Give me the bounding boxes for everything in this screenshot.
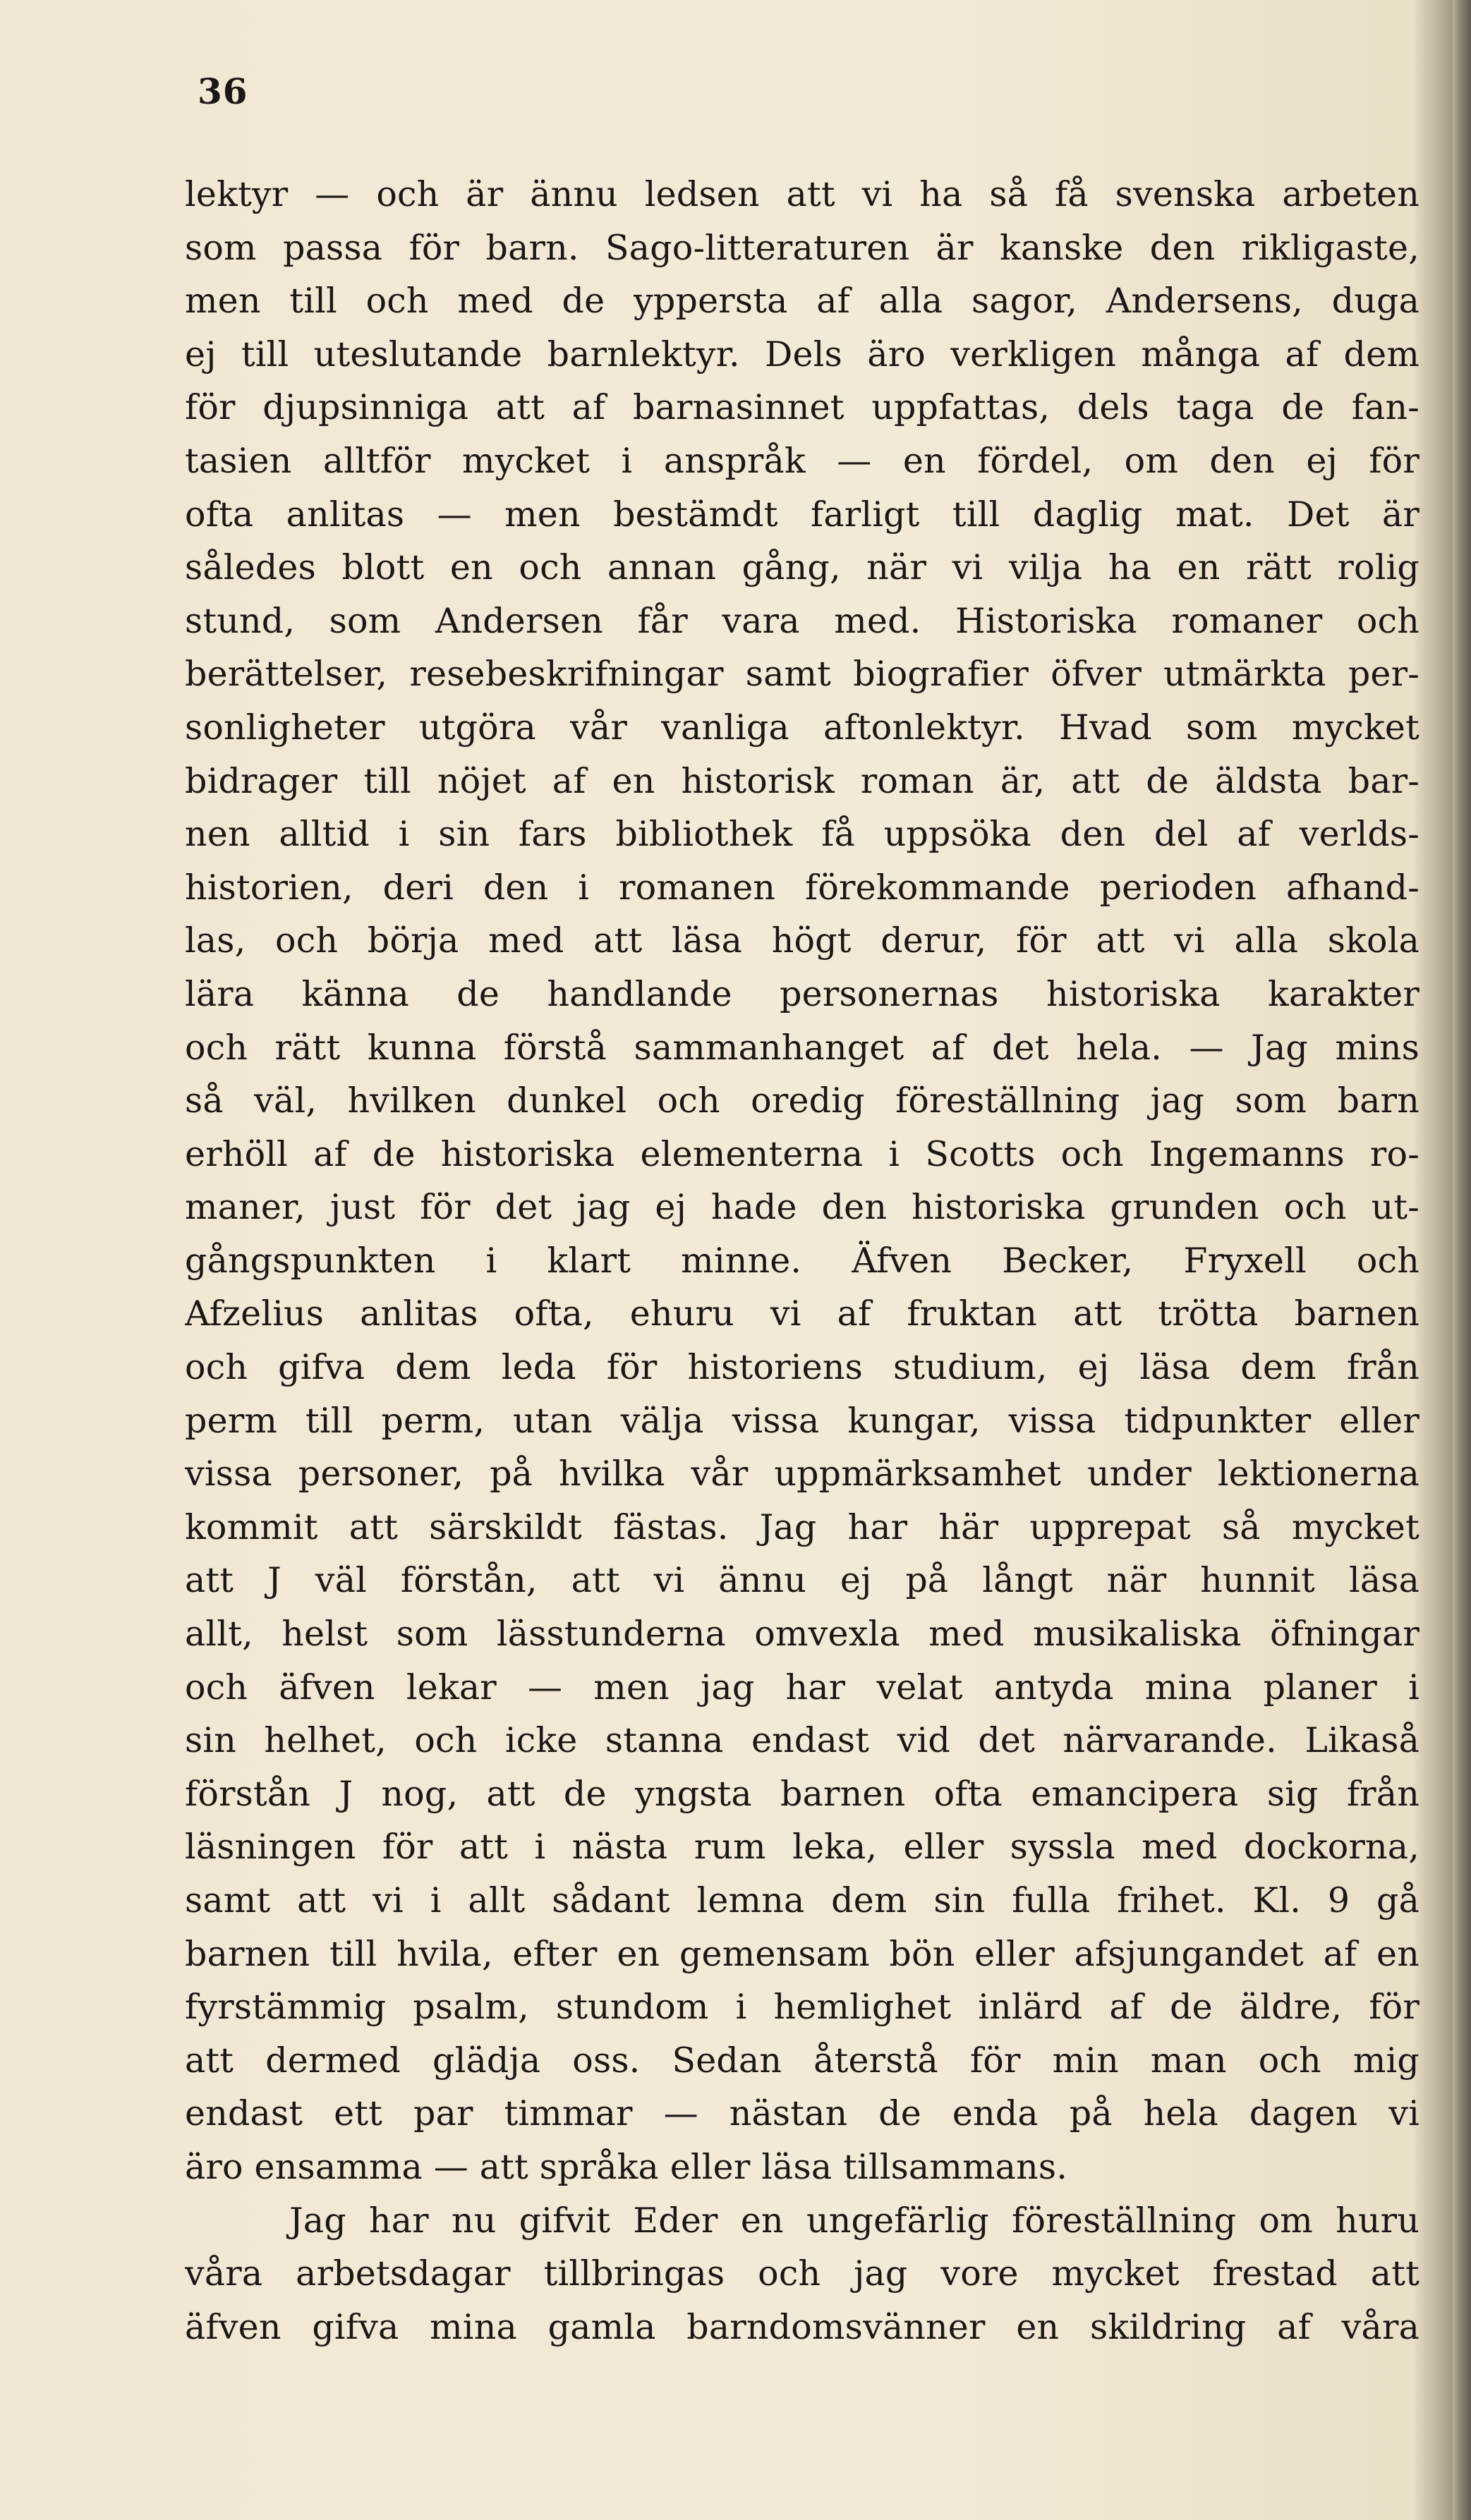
text-line: sonligheter utgöra vår vanliga aftonlektyr. Hvad som mycket: [185, 707, 1419, 748]
text-line: allt, helst som lässtunderna omvexla med musikaliska öfningar: [185, 1614, 1419, 1655]
text-line: således blott en och annan gång, när vi vilja ha en rätt rolig: [185, 547, 1419, 588]
text-line: tasien alltför mycket i anspråk — en fördel, om den ej för: [185, 440, 1419, 481]
text-line: läsningen för att i nästa rum leka, eller syssla med dockorna,: [185, 1827, 1419, 1868]
text-line-paragraph-end: äro ensamma — att språka eller läsa tillsammans.: [185, 2146, 1067, 2187]
text-line: historien, deri den i romanen förekommande perioden afhand-: [185, 867, 1419, 908]
text-line: gångspunkten i klart minne. Äfven Becker, Fryxell och: [185, 1240, 1419, 1281]
page-number: 36: [198, 71, 248, 112]
text-line: barnen till hvila, efter en gemensam bön eller afsjungandet af en: [185, 1933, 1419, 1974]
text-line: berättelser, resebeskrifningar samt biografier öfver utmärkta per-: [185, 654, 1419, 695]
text-line: kommit att särskildt fästas. Jag har här upprepat så mycket: [185, 1506, 1419, 1547]
page-edge-shadow: [1453, 0, 1471, 2520]
text-line: lära känna de handlande personernas historiska karakter: [185, 973, 1419, 1014]
text-line: att dermed glädja oss. Sedan återstå för min man och mig: [185, 2040, 1419, 2081]
body-text: [185, 168, 1419, 2354]
text-line: stund, som Andersen får vara med. Historiska romaner och: [185, 600, 1419, 641]
text-line: perm till perm, utan välja vissa kungar, vissa tidpunkter eller: [185, 1400, 1419, 1441]
text-line: maner, just för det jag ej hade den historiska grunden och ut-: [185, 1187, 1419, 1228]
text-line: Afzelius anlitas ofta, ehuru vi af fruktan att trötta barnen: [185, 1294, 1419, 1334]
text-line: ofta anlitas — men bestämdt farligt till daglig mat. Det är: [185, 494, 1419, 535]
text-line: och äfven lekar — men jag har velat antyda mina planer i: [185, 1667, 1419, 1708]
text-line: nen alltid i sin fars bibliothek få uppsöka den del af verlds-: [185, 814, 1419, 855]
text-line: och rätt kunna förstå sammanhanget af det hela. — Jag mins: [185, 1027, 1419, 1068]
text-line: las, och börja med att läsa högt derur, för att vi alla skola: [185, 920, 1419, 961]
text-line: att J väl förstån, att vi ännu ej på långt när hunnit läsa: [185, 1560, 1419, 1601]
text-line: endast ett par timmar — nästan de enda på hela dagen vi: [185, 2093, 1419, 2134]
text-line: vissa personer, på hvilka vår uppmärksamhet under lektionerna: [185, 1454, 1419, 1495]
text-line: ej till uteslutande barnlektyr. Dels äro verkligen många af dem: [185, 334, 1419, 375]
text-line: äfven gifva mina gamla barndomsvänner en skildring af våra: [185, 2306, 1419, 2347]
text-line: erhöll af de historiska elementerna i Scotts och Ingemanns ro-: [185, 1133, 1419, 1174]
text-line: samt att vi i allt sådant lemna dem sin fulla frihet. Kl. 9 gå: [185, 1880, 1419, 1921]
text-line: så väl, hvilken dunkel och oredig föreställning jag som barn: [185, 1081, 1419, 1121]
text-line: för djupsinniga att af barnasinnet uppfattas, dels taga de fan-: [185, 387, 1419, 428]
text-line: våra arbetsdagar tillbringas och jag vore mycket frestad att: [185, 2253, 1419, 2294]
text-line: fyrstämmig psalm, stundom i hemlighet inlärd af de äldre, för: [185, 1987, 1419, 2028]
text-line: förstån J nog, att de yngsta barnen ofta emancipera sig från: [185, 1773, 1419, 1814]
text-line: och gifva dem leda för historiens studium, ej läsa dem från: [185, 1347, 1419, 1388]
text-line: sin helhet, och icke stanna endast vid det närvarande. Likaså: [185, 1720, 1419, 1761]
text-line: men till och med de yppersta af alla sagor, Andersens, duga: [185, 281, 1419, 322]
text-line-paragraph-start: Jag har nu gifvit Eder en ungefärlig föreställning om huru: [289, 2200, 1419, 2241]
text-line: som passa för barn. Sago-litteraturen är kanske den rikligaste,: [185, 227, 1419, 268]
text-line: lektyr — och är ännu ledsen att vi ha så få svenska arbeten: [185, 174, 1419, 214]
text-line: bidrager till nöjet af en historisk roman är, att de äldsta bar-: [185, 760, 1419, 801]
